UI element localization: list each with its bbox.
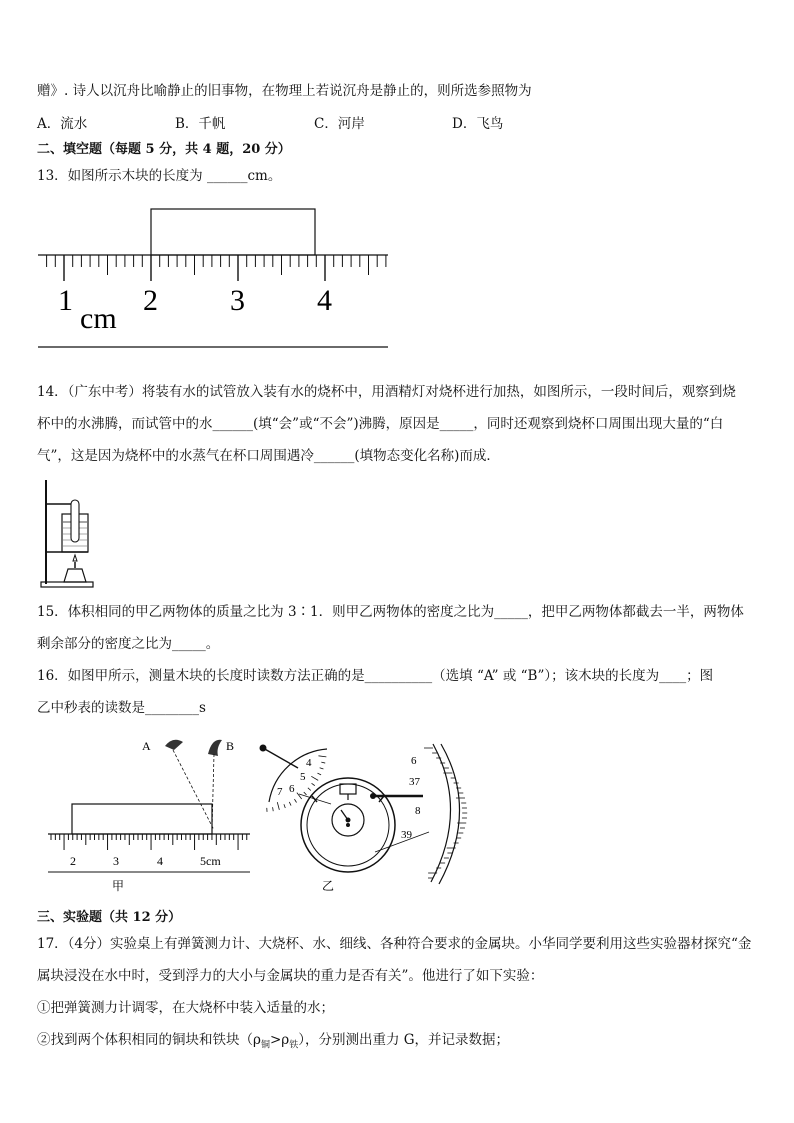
- small-dial-6: 6: [289, 783, 295, 795]
- q12-text: 赠》. 诗人以沉舟比喻静止的旧事物，在物理上若说沉舟是静止的，则所选参照物为: [37, 83, 532, 99]
- ruler-tick-mark: [317, 773, 321, 775]
- ruler-tick-mark: [297, 793, 302, 799]
- ruler-tick-mark: [308, 788, 311, 791]
- eye-label-b: B: [226, 739, 235, 753]
- q14-line3: 气”，这是因为烧杯中的水蒸气在杯口周围遇冷______(填物态变化名称)而成．: [37, 448, 500, 464]
- q12-option-b: B．千帆: [175, 116, 226, 132]
- q14-line1: 14．（广东中考）将装有水的试管放入装有水的烧杯中，用酒精灯对烧杯进行加热，如图所示，一段时间后，观察到烧: [37, 384, 736, 400]
- q13-text: 13．如图所示木块的长度为 ______cm。: [37, 168, 282, 184]
- section3-heading: 三、实验题（共 12 分）: [37, 910, 182, 925]
- ruler-tick-mark: [320, 768, 324, 769]
- ruler-tick-3: 3: [113, 854, 119, 868]
- ruler-tick-mark: [311, 776, 318, 780]
- ruler-tick-mark: [321, 762, 325, 763]
- small-dial-4: 4: [306, 757, 312, 769]
- eye-a-icon: [165, 740, 183, 750]
- eye-label-a: A: [142, 739, 151, 753]
- ruler-tick-mark: [284, 804, 285, 808]
- ruler-number-1: 1: [58, 284, 73, 317]
- q14-apparatus-figure: [38, 476, 98, 591]
- ruler-tick-5cm: 5cm: [200, 854, 221, 868]
- small-dial-pointer: [263, 748, 298, 768]
- big-dial-37: 37: [409, 776, 420, 788]
- q16-line2: 乙中秒表的读数是________s: [37, 700, 206, 716]
- ruler-unit: cm: [80, 302, 117, 335]
- q14-line2: 杯中的水沸腾，而试管中的水______(填“会”或“不会”)沸腾，原因是_____，同时还观察到烧杯口周围出现大量的“白: [37, 416, 724, 432]
- figure-caption-jia: 甲: [112, 879, 125, 893]
- ruler-number-4: 4: [317, 284, 332, 317]
- q12-option-c: C．河岸: [314, 116, 365, 132]
- q17-line2: 属块浸没在水中时，受到浮力的大小与金属块的重力是否有关”。他进行了如下实验：: [37, 968, 544, 984]
- ruler-tick-mark: [304, 792, 307, 795]
- q15-line2: 剩余部分的密度之比为_____。: [37, 636, 220, 652]
- stand-base: [41, 582, 93, 587]
- wooden-block: [72, 804, 212, 834]
- ruler-tick-mark: [277, 802, 279, 810]
- ruler-tick-2: 2: [70, 854, 76, 868]
- watch-crown: [340, 784, 356, 794]
- ruler-number-3: 3: [230, 284, 245, 317]
- figure-caption-yi: 乙: [322, 879, 335, 893]
- q17-step1: ①把弹簧测力计调零，在大烧杯中装入适量的水；: [37, 1000, 334, 1016]
- big-dial-8: 8: [415, 805, 421, 817]
- small-dial-5: 5: [300, 771, 306, 783]
- wooden-block: [151, 209, 315, 255]
- ruler-tick-mark: [312, 783, 315, 785]
- q12-option-d: D．飞鸟: [452, 116, 504, 132]
- ruler-number-2: 2: [143, 284, 158, 317]
- q13-ruler-figure: [0, 195, 400, 355]
- ruler-tick-mark: [294, 799, 296, 802]
- big-dial-6: 6: [411, 755, 417, 767]
- test-tube: [71, 500, 79, 542]
- q16-figure-jia: [40, 732, 260, 897]
- alcohol-lamp: [64, 569, 86, 582]
- ruler-tick-mark: [273, 807, 274, 811]
- q16-figure-yi: [255, 732, 475, 897]
- q16-line1: 16．如图甲所示，测量木块的长度时读数方法正确的是__________（选填 “A” 或 “B”）；该木块的长度为____；图: [37, 668, 714, 684]
- ruler-tick-mark: [318, 756, 326, 757]
- q17-line1: 17．（4分）实验桌上有弹簧测力计、大烧杯、水、细线、各种符合要求的金属块。小华同学要利用这些实验器材探究“金: [37, 936, 752, 952]
- sight-line-a: [173, 750, 214, 830]
- section2-heading: 二、填空题（每题 5 分，共 4 题，20 分）: [37, 142, 291, 157]
- flame-icon: [73, 555, 77, 561]
- eye-b-icon: [208, 740, 222, 756]
- ruler-tick-mark: [289, 802, 291, 806]
- ruler-ticks: [47, 255, 386, 281]
- q17-step2: ②找到两个体积相同的铜块和铁块$(\rho_铜>\rho_铁)$，分别测出重力 G，并记录数据；: [37, 1032, 510, 1051]
- ruler-ticks: [51, 834, 247, 850]
- big-dial-arc-inner: [431, 744, 451, 882]
- ruler-tick-4: 4: [157, 854, 163, 868]
- small-dial-7: 7: [277, 786, 283, 798]
- big-dial-39: 39: [401, 829, 412, 841]
- q12-option-a: A．流水: [37, 116, 88, 132]
- q15-line1: 15．体积相同的甲乙两物体的质量之比为 3∶1．则甲乙两物体的密度之比为_____，把甲乙两物体都截去一半，两物体: [37, 604, 744, 620]
